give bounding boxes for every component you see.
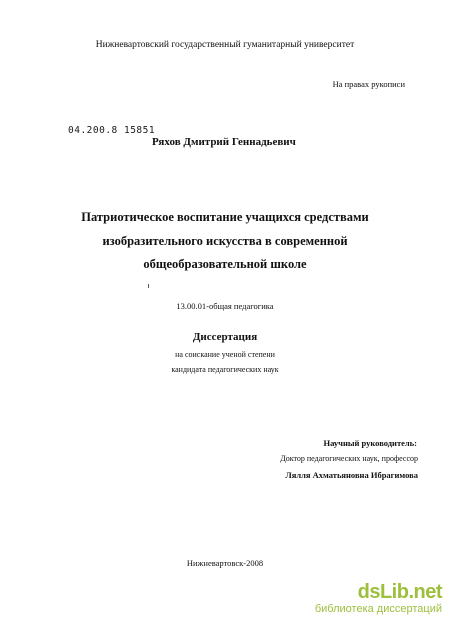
registration-stamp: 04.200.8 15851 xyxy=(68,125,156,136)
dissertation-title-line: общеобразовательной школе xyxy=(143,257,307,271)
dissertation-title-line: Патриотическое воспитание учащихся средствами xyxy=(81,210,369,224)
supervisor-label: Научный руководитель: xyxy=(323,438,417,448)
city-year: Нижневартовск-2008 xyxy=(186,558,264,568)
site-watermark[interactable] xyxy=(315,581,442,616)
document-type: Диссертация xyxy=(192,331,258,343)
specialty-code: 13.00.01-общая педагогика xyxy=(176,301,274,311)
supervisor-name: Лялля Ахматьяновна Ибрагимова xyxy=(285,470,418,480)
supervisor-title: Доктор педагогических наук, профессор xyxy=(280,454,418,463)
watermark-brand: dsLib.net xyxy=(357,581,442,603)
author-name: Ряхов Дмитрий Геннадьевич xyxy=(152,136,296,148)
manuscript-rights-note: На правах рукописи xyxy=(332,79,405,89)
degree-line: кандидата педагогических наук xyxy=(171,365,279,374)
scan-speck xyxy=(148,284,149,288)
degree-line: на соискание ученой степени xyxy=(175,350,275,359)
university-name: Нижневартовский государственный гуманитарный университет xyxy=(95,40,355,50)
dissertation-title-line: изобразительного искусства в современной xyxy=(102,234,348,248)
watermark-subtitle: библиотека диссертаций xyxy=(314,603,442,615)
